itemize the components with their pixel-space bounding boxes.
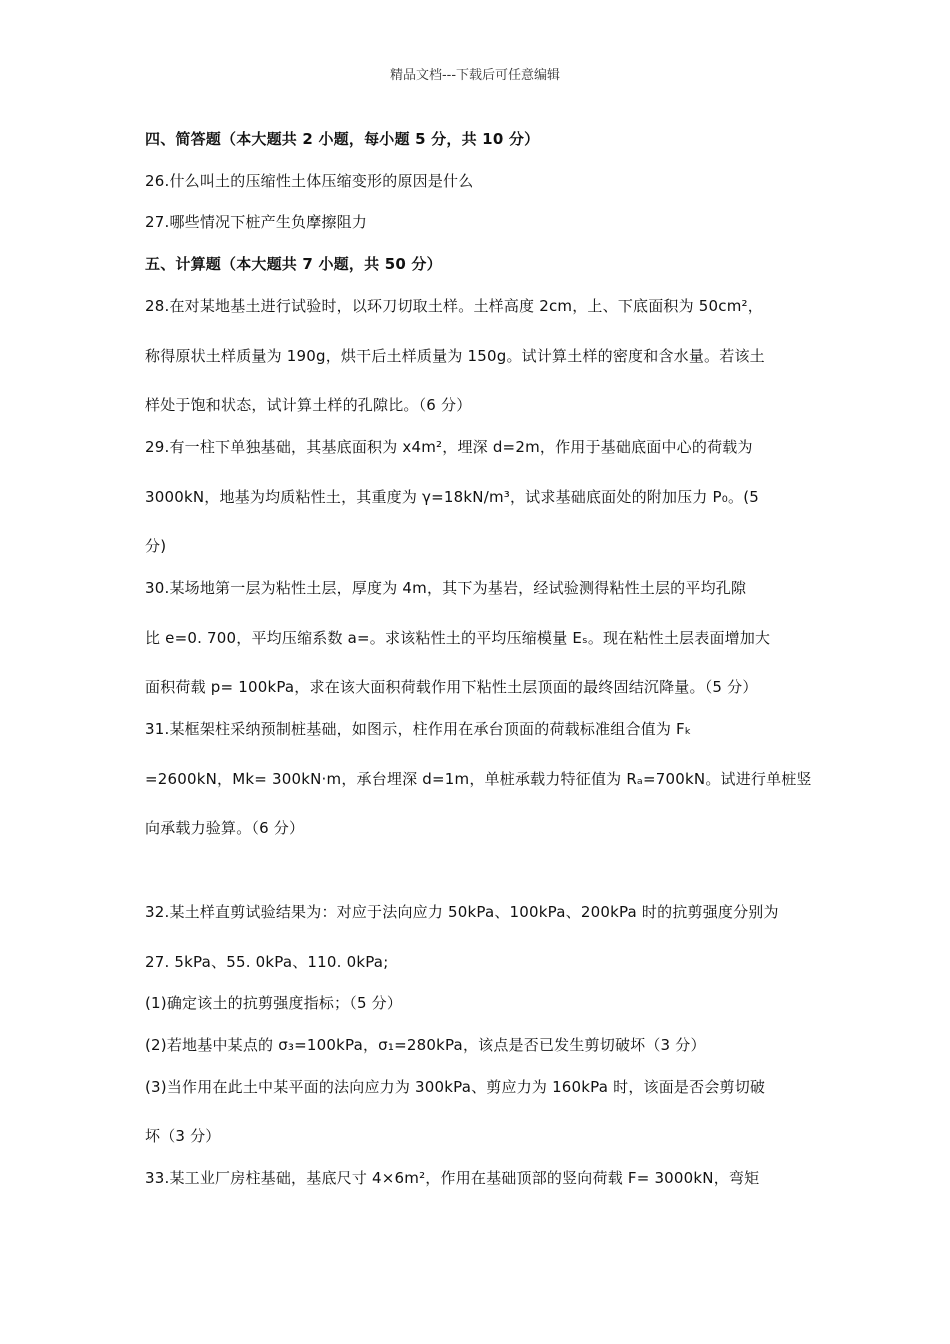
question-31-line-3: 向承载力验算。（6 分） xyxy=(145,819,305,837)
question-32-line-2: 27. 5kPa、55. 0kPa、110. 0kPa; xyxy=(145,953,389,971)
question-32-part-3-line-1: (3)当作用在此土中某平面的法向应力为 300kPa、剪应力为 160kPa 时，该面是否会剪切破 xyxy=(145,1078,766,1096)
question-32-part-1: (1)确定该土的抗剪强度指标；（5 分） xyxy=(145,994,403,1012)
question-32-part-3-line-2: 坏（3 分） xyxy=(145,1127,221,1145)
question-28-line-3: 样处于饱和状态，试计算土样的孔隙比。（6 分） xyxy=(145,396,472,414)
question-30-line-3: 面积荷载 p= 100kPa，求在该大面积荷载作用下粘性土层顶面的最终固结沉降量。（5 分） xyxy=(145,678,758,696)
page-header: 精品文档---下载后可任意编辑 xyxy=(389,68,561,83)
question-30-line-1: 30.某场地第一层为粘性土层，厚度为 4m，其下为基岩，经试验测得粘性土层的平均孔隙 xyxy=(145,579,747,597)
question-29-line-3: 分) xyxy=(145,537,167,555)
question-30-line-2: 比 e=0. 700，平均压缩系数 a=。求该粘性土的平均压缩模量 Eₛ。现在粘性土层表面增加大 xyxy=(145,629,771,647)
question-33-line-1: 33.某工业厂房柱基础，基底尺寸 4×6m²，作用在基础顶部的竖向荷载 F= 3000kN，弯矩 xyxy=(145,1169,760,1187)
question-28-line-1: 28.在对某地基土进行试验时，以环刀切取土样。土样高度 2cm，上、下底面积为 50cm²， xyxy=(145,297,763,315)
question-28-line-2: 称得原状土样质量为 190g，烘干后土样质量为 150g。试计算土样的密度和含水量。若该土 xyxy=(145,347,765,365)
question-29-line-2: 3000kN，地基为均质粘性土，其重度为 γ=18kN/m³，试求基础底面处的附加压力 P₀。(5 xyxy=(145,488,759,506)
question-26: 26.什么叫土的压缩性土体压缩变形的原因是什么 xyxy=(145,172,474,190)
question-31-line-2: =2600kN，Mk= 300kN·m，承台埋深 d=1m，单桩承载力特征值为 Rₐ=700kN。试进行单桩竖 xyxy=(145,770,812,788)
question-27: 27.哪些情况下桩产生负摩擦阻力 xyxy=(145,213,368,231)
question-32-line-1: 32.某土样直剪试验结果为：对应于法向应力 50kPa、100kPa、200kPa 时的抗剪强度分别为 xyxy=(145,903,779,921)
section-title-short-answer: 四、简答题（本大题共 2 小题，每小题 5 分，共 10 分） xyxy=(145,130,540,148)
question-29-line-1: 29.有一柱下单独基础，其基底面积为 x4m²，埋深 d=2m，作用于基础底面中心的荷载为 xyxy=(145,438,753,456)
question-31-line-1: 31.某框架柱采纳预制桩基础，如图示，柱作用在承台顶面的荷载标准组合值为 Fₖ xyxy=(145,720,692,738)
section-title-calculation: 五、计算题（本大题共 7 小题，共 50 分） xyxy=(145,255,442,273)
question-32-part-2: (2)若地基中某点的 σ₃=100kPa，σ₁=280kPa，该点是否已发生剪切破坏（3 分） xyxy=(145,1036,706,1054)
